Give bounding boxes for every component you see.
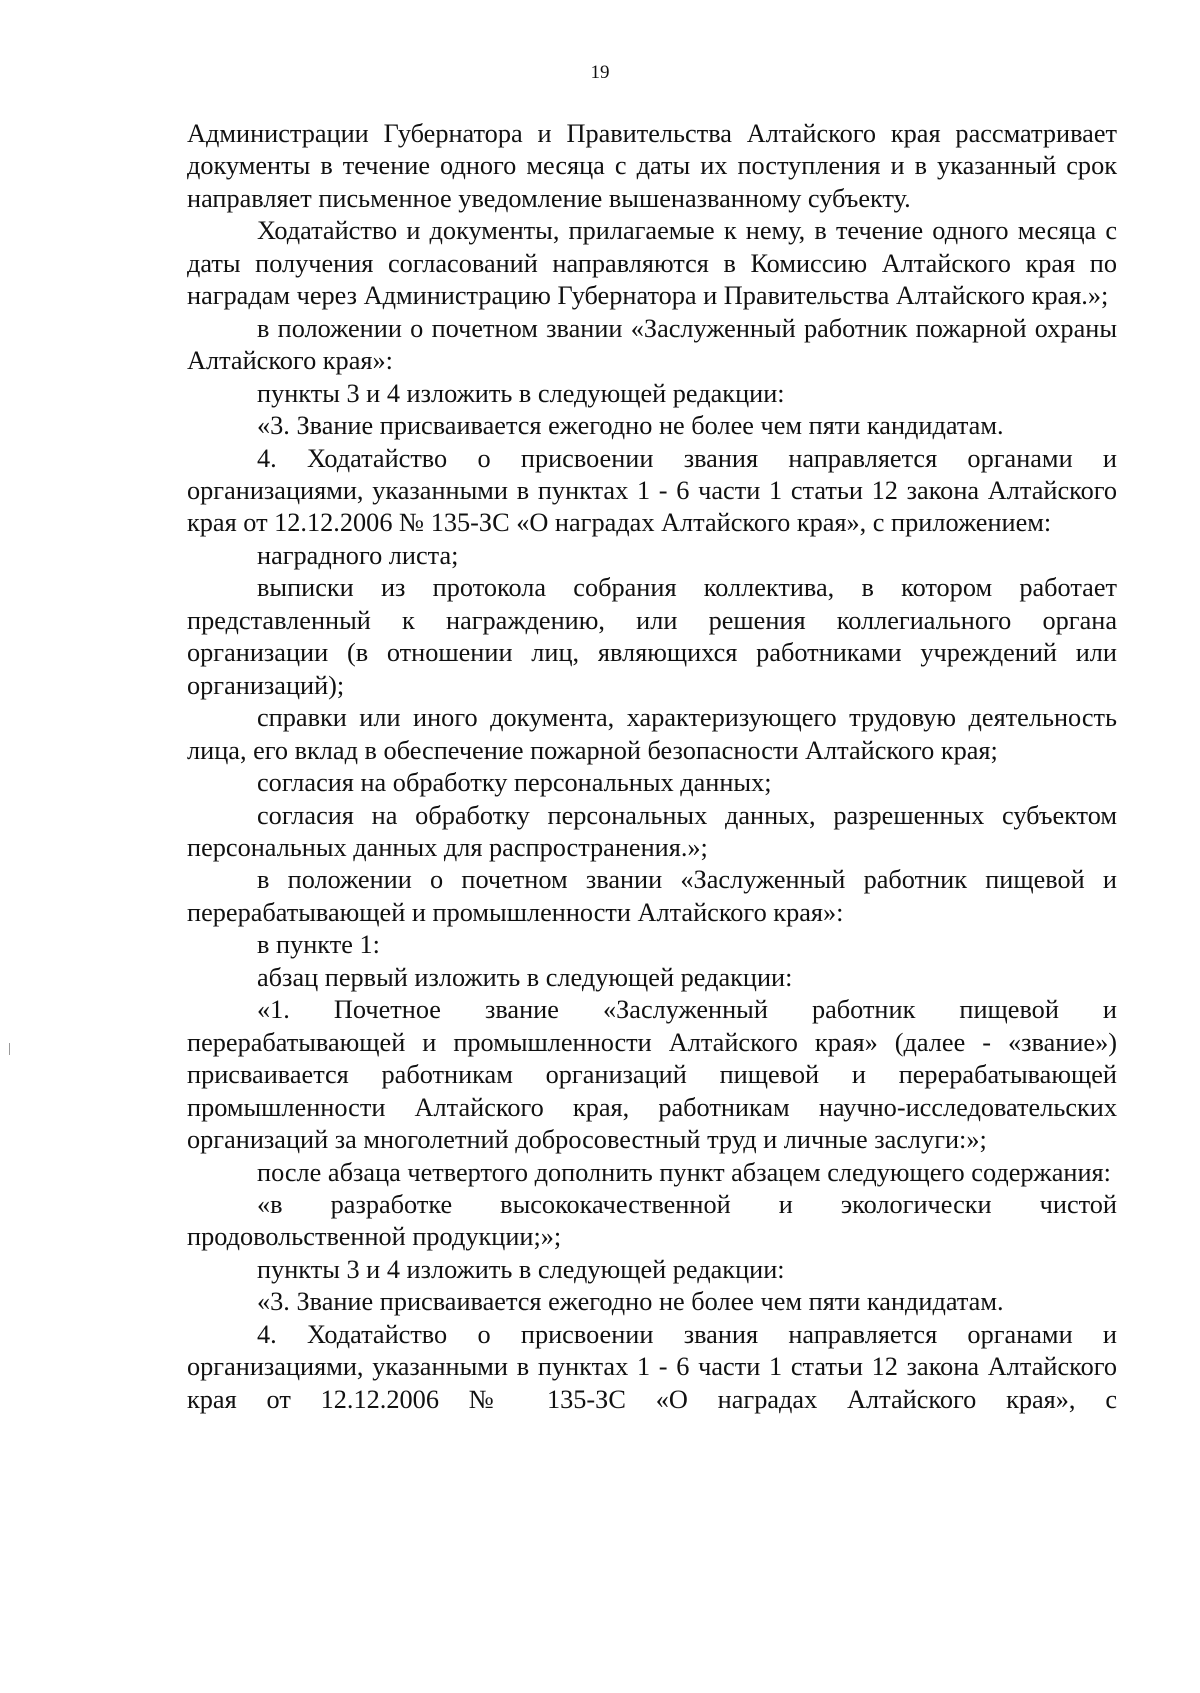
paragraph-new-clause: «в разработке высококачественной и экологически чистой продовольственной продукции;»; [187,1189,1117,1252]
paragraph-fire-service-title: в положении о почетном звании «Заслуженный работник пожарной охраны Алтайского края»: [187,313,1117,376]
paragraph-items-3-4-intro: пункты 3 и 4 изложить в следующей редакции: [257,378,785,408]
paragraph-item-1: «1. Почетное звание «Заслуженный работник пищевой и перерабатывающей и промышленности Алтайского края» (далее - «звание») присваивается работникам организаций пищевой и перерабатывающей промышленности Алтайского края, работникам научно-исследовательских организаций за многолетний добросовестный труд и личные заслуги:»; [187,995,1117,1155]
document-body [187,118,1117,1416]
paragraph-after-fourth: после абзаца четвертого дополнить пункт абзацем следующего содержания: [257,1157,1111,1187]
paragraph-item-4: 4. Ходатайство о присвоении звания направляется органами и организациями, указанными в пунктах 1 - 6 части 1 статьи 12 закона Алтайского края от 12.12.2006 № 135-ЗС «О наградах Алтайского края», с приложением: [187,443,1117,538]
paragraph-item-3-2: «3. Звание присваивается ежегодно не более чем пяти кандидатам. [257,1287,1004,1317]
paragraph-petition-documents: Ходатайство и документы, прилагаемые к нему, в течение одного месяца с даты получения согласований направляются в Комиссию Алтайского края по наградам через Администрацию Губернатора и Правительства Алтайского края.»; [187,216,1117,311]
paragraph-award-sheet: наградного листа; [257,540,459,570]
paragraph-personal-data-distribution: согласия на обработку персональных данных, разрешенных субъектом персональных данных для распространения.»; [187,800,1117,862]
paragraph-continuation: Администрации Губернатора и Правительства Алтайского края рассматривает документы в течение одного месяца с даты их поступления и в указанный срок направляет письменное уведомление вышеназванному субъекту. [187,119,1117,213]
paragraph-personal-data-consent: согласия на обработку персональных данных; [257,768,772,798]
paragraph-food-industry-title: в положении о почетном звании «Заслуженный работник пищевой и перерабатывающей и промышленности Алтайского края»: [187,865,1117,927]
paragraph-items-3-4-intro-2: пункты 3 и 4 изложить в следующей редакции: [257,1254,785,1284]
paragraph-protocol-extract: выписки из протокола собрания коллектива, в котором работает представленный к награждению, или решения коллегиального органа организации (в отношении лиц, являющихся работниками учреждений или организаций); [187,573,1117,700]
scan-artifact [9,1043,10,1055]
paragraph-item-3: «3. Звание присваивается ежегодно не более чем пяти кандидатам. [257,411,1004,441]
paragraph-in-item-1: в пункте 1: [257,930,380,960]
page-number: 19 [590,62,610,83]
paragraph-first-paragraph-intro: абзац первый изложить в следующей редакции: [257,962,793,992]
paragraph-reference-document: справки или иного документа, характеризующего трудовую деятельность лица, его вклад в обеспечение пожарной безопасности Алтайского края; [187,703,1117,765]
paragraph-item-4-2: 4. Ходатайство о присвоении звания направляется органами и организациями, указанными в пунктах 1 - 6 части 1 статьи 12 закона Алтайского края от 12.12.2006 № 135-ЗС «О наградах Алтайского края», с [187,1319,1117,1414]
